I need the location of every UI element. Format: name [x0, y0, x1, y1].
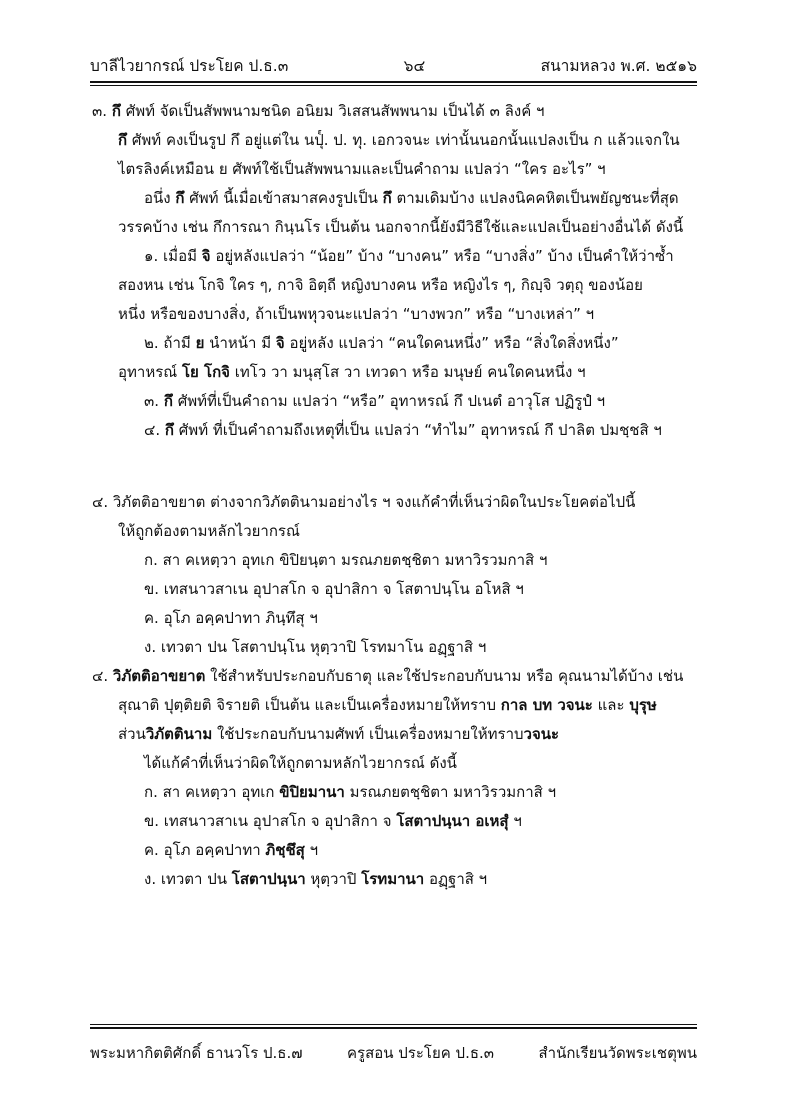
s3-line-4: อนึ่ง กึ ศัพท์ นี้เมื่อเข้าสมาสคงรูปเป็น กึ ตามเดิมบ้าง แปลงนิคคหิตเป็นพยัญชนะที่สุด: [144, 189, 679, 207]
page-header: [90, 50, 697, 80]
q4-item: ก. สา คเหตฺวา อุทเก ขิปิยนฺตา มรณภยตชฺชิตา มหาวิรวมกาสิ ฯ: [144, 551, 548, 569]
q4-line-1: ๔. วิภัตติอาขยาต ต่างจากวิภัตตินามอย่างไร ฯ จงแก้คำที่เห็นว่าผิดในประโยคต่อไปนี้: [92, 493, 636, 511]
footer-left: พระมหากิตติศักดิ์ ธานวโร ป.ธ.๗: [90, 1044, 303, 1062]
a4-correction-4: ง. เทวตา ปน โสตาปนฺนา หุตฺวาปิ โรทมานา อฏฺฐาสิ ฯ: [144, 870, 488, 888]
footer-rule: [90, 1027, 697, 1029]
footer-center: ครูสอน ประโยค ป.ธ.๓: [346, 1044, 495, 1062]
page-footer: [90, 1038, 697, 1068]
q4-item: ข. เทสนาวสาเน อุปาสโก จ อุปาสิกา จ โสตาปนฺโน อโหสิ ฯ: [144, 580, 524, 598]
q4-item: ง. เทวตา ปน โสตาปนฺโน หุตฺวาปิ โรทมาโน อฏฺฐาสิ ฯ: [144, 638, 487, 656]
footer-rule-thin: [90, 1024, 697, 1025]
s3-point-2: ๒. ถ้ามี ย นำหน้า มี จิ อยู่หลัง แปลว่า “คนใดคนหนึ่ง” หรือ “สิ่งใดสิ่งหนึ่ง”: [144, 334, 619, 352]
s3-line-5: วรรคบ้าง เช่น กึการณา กินฺนโร เป็นต้น นอกจากนี้ยังมีวิธีใช้และแปลเป็นอย่างอื่นได้ ดังนี้: [118, 218, 684, 236]
s3-line-3: ไตรลิงค์เหมือน ย ศัพท์ใช้เป็นสัพพนามและเป็นคำถาม แปลว่า “ใคร อะไร” ฯ: [118, 160, 606, 178]
a4-line-1: ๔. วิภัตติอาขยาต ใช้สำหรับประกอบกับธาตุ และใช้ประกอบกับนาม หรือ คุณนามได้บ้าง เช่น: [92, 667, 684, 685]
footer-right: สำนักเรียนวัดพระเชตุพน: [538, 1044, 697, 1062]
s3-line-2: กึ ศัพท์ คงเป็นรูป กึ อยู่แต่ใน นปุ๎. ป. ทุ. เอกวจนะ เท่านั้นนอกนั้นแปลงเป็น ก แล้วแจกใน: [118, 131, 680, 149]
s3-point-1: ๑. เมื่อมี จิ อยู่หลังแปลว่า “น้อย” บ้าง “บางคน” หรือ “บางสิ่ง” บ้าง เป็นคำให้ว่าซ้ำ: [144, 247, 674, 265]
s3-point-3: ๓. กึ ศัพท์ที่เป็นคำถาม แปลว่า “หรือ” อุทาหรณ์ กึ ปเนตํ อาวุโส ปฏิรูปํ ฯ: [144, 392, 606, 410]
a4-line-3: ส่วนวิภัตตินาม ใช้ประกอบกับนามศัพท์ เป็นเครื่องหมายให้ทราบวจนะ: [118, 725, 560, 743]
s3-point-1-line-2: สองหน เช่น โกจิ ใคร ๆ, กาจิ อิตฺถี หญิงบางคน หรือ หญิงไร ๆ, กิญฺจิ วตฺถุ ของน้อย: [118, 276, 643, 294]
header-right: สนามหลวง พ.ศ. ๒๕๑๖: [540, 56, 697, 75]
q4-item: ค. อุโภ อคฺคปาทา ภินฺทึสุ ฯ: [144, 609, 318, 627]
s3-point-2-line-2: อุทาหรณ์ โย โกจิ เทโว วา มนุสฺโส วา เทวดา หรือ มนุษย์ คนใดคนหนึ่ง ฯ: [118, 363, 586, 381]
a4-correction-1: ก. สา คเหตฺวา อุทเก ขิปิยมานา มรณภยตชฺชิตา มหาวิรวมกาสิ ฯ: [144, 783, 557, 801]
a4-line-2: สุณาติ ปุตฺติยติ จิรายติ เป็นต้น และเป็นเครื่องหมายให้ทราบ กาล บท วจนะ และ บุรุษ: [118, 696, 657, 714]
header-left: บาลีไวยากรณ์ ประโยค ป.ธ.๓: [90, 56, 289, 75]
a4-correction-2: ข. เทสนาวสาเน อุปาสโก จ อุปาสิกา จ โสตาปนฺนา อเหสุํ ฯ: [144, 812, 522, 830]
s3-line-1: ๓. กึ ศัพท์ จัดเป็นสัพพนามชนิด อนิยม วิเสสนสัพพนาม เป็นได้ ๓ ลิงค์ ฯ: [92, 102, 545, 120]
s3-point-4: ๔. กึ ศัพท์ ที่เป็นคำถามถึงเหตุที่เป็น แปลว่า “ทำไม” อุทาหรณ์ กึ ปาลิต ปมชฺชสิ ฯ: [144, 421, 662, 439]
q4-line-2: ให้ถูกต้องตามหลักไวยากรณ์: [118, 522, 300, 540]
a4-correction-3: ค. อุโภ อคฺคปาทา ภิชฺชึสุ ฯ: [144, 841, 319, 859]
header-rule-thin: [90, 85, 697, 86]
page-number: ๖๔: [403, 56, 426, 75]
header-rule: [90, 81, 697, 83]
a4-line-4: ได้แก้คำที่เห็นว่าผิดให้ถูกตามหลักไวยากรณ์ ดังนี้: [144, 754, 457, 772]
s3-point-1-line-3: หนึ่ง หรือของบางสิ่ง, ถ้าเป็นพหุวจนะแปลว่า “บางพวก” หรือ “บางเหล่า” ฯ: [118, 305, 595, 323]
